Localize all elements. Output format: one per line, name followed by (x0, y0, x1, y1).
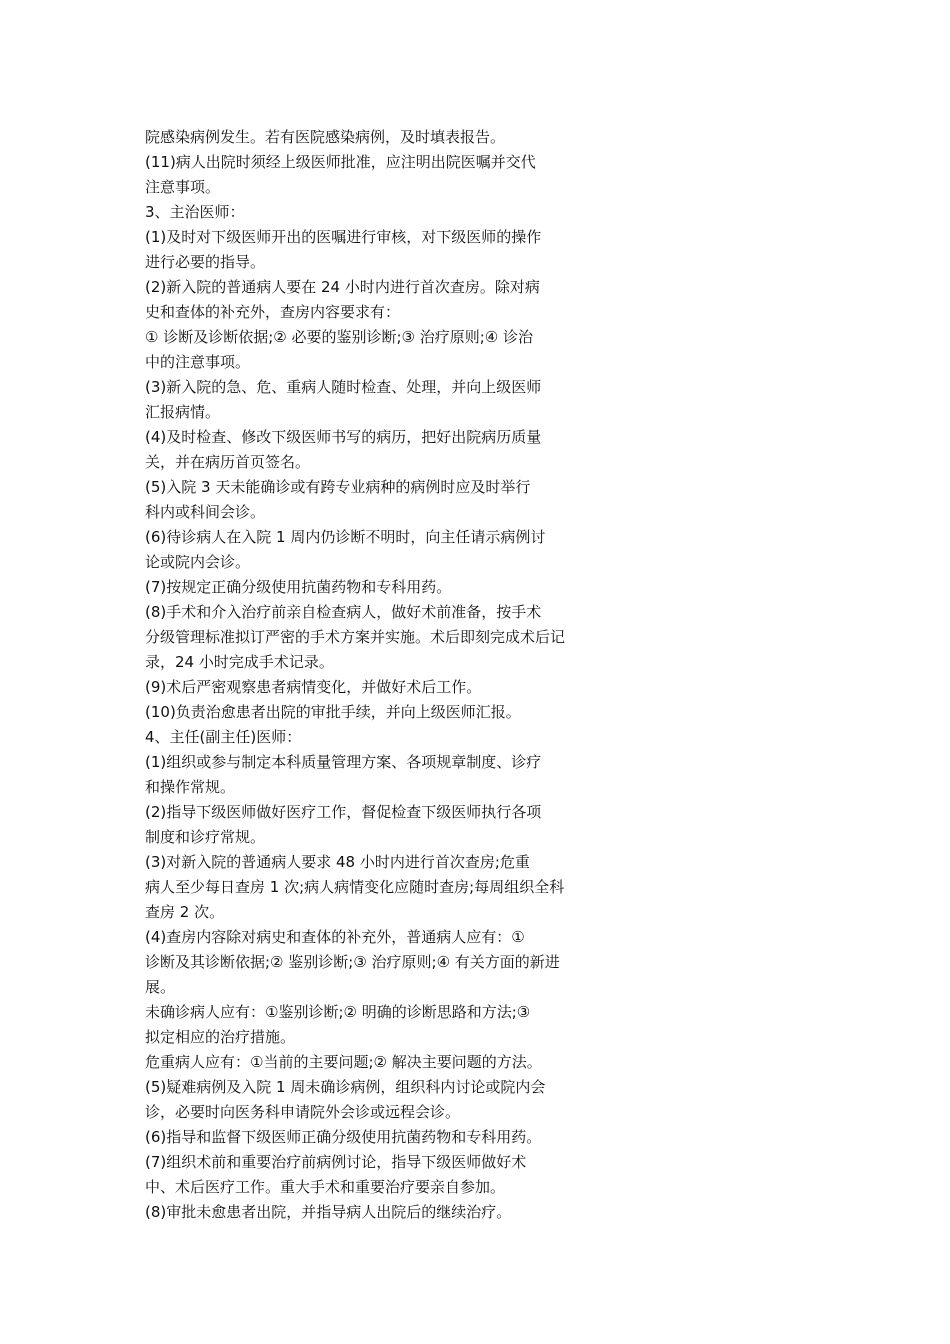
text-line: 院感染病例发生。若有医院感染病例，及时填表报告。 (145, 128, 506, 146)
text-line: 拟定相应的治疗措施。 (145, 1028, 296, 1046)
text-line: (9)术后严密观察患者病情变化，并做好术后工作。 (145, 678, 482, 696)
text-line: (5)疑难病例及入院 1 周未确诊病例，组织科内讨论或院内会 (145, 1078, 546, 1096)
text-line: 诊断及其诊断依据;② 鉴别诊断;③ 治疗原则;④ 有关方面的新进 (145, 953, 560, 971)
text-line: (8)审批未愈患者出院，并指导病人出院后的继续治疗。 (145, 1203, 512, 1221)
text-line: (8)手术和介入治疗前亲自检查病人，做好术前准备，按手术 (145, 603, 542, 621)
text-line: (2)新入院的普通病人要在 24 小时内进行首次查房。除对病 (145, 278, 540, 296)
text-line: 诊，必要时向医务科申请院外会诊或远程会诊。 (145, 1103, 461, 1121)
text-line: 汇报病情。 (145, 403, 221, 421)
text-line: 制度和诊疗常规。 (145, 828, 266, 846)
text-line: 未确诊病人应有：①鉴别诊断;② 明确的诊断思路和方法;③ (145, 1003, 531, 1021)
text-line: 录，24 小时完成手术记录。 (145, 653, 334, 671)
text-line: (7)按规定正确分级使用抗菌药物和专科用药。 (145, 578, 452, 596)
text-line: 中、术后医疗工作。重大手术和重要治疗要亲自参加。 (145, 1178, 506, 1196)
text-line: (7)组织术前和重要治疗前病例讨论，指导下级医师做好术 (145, 1153, 527, 1171)
text-line: (1)组织或参与制定本科质量管理方案、各项规章制度、诊疗 (145, 753, 542, 771)
text-line: 论或院内会诊。 (145, 553, 251, 571)
text-line: (3)对新入院的普通病人要求 48 小时内进行首次查房;危重 (145, 853, 530, 871)
text-line: 中的注意事项。 (145, 353, 251, 371)
text-line: 和操作常规。 (145, 778, 236, 796)
text-line: (3)新入院的急、危、重病人随时检查、处理，并向上级医师 (145, 378, 542, 396)
text-line: 4、主任(副主任)医师： (145, 728, 302, 746)
text-line: (6)指导和监督下级医师正确分级使用抗菌药物和专科用药。 (145, 1128, 542, 1146)
text-line: (6)待诊病人在入院 1 周内仍诊断不明时，向主任请示病例讨 (145, 528, 546, 546)
document-body (145, 125, 645, 1225)
text-line: 展。 (145, 978, 176, 996)
text-line: (1)及时对下级医师开出的医嘱进行审核，对下级医师的操作 (145, 228, 542, 246)
text-line: 史和查体的补充外，查房内容要求有： (145, 303, 401, 321)
text-line: 查房 2 次。 (145, 903, 225, 921)
text-line: 进行必要的指导。 (145, 253, 266, 271)
text-line: 3、主治医师： (145, 203, 245, 221)
text-line: 分级管理标准拟订严密的手术方案并实施。术后即刻完成术后记 (145, 628, 566, 646)
text-line: (11)病人出院时须经上级医师批准，应注明出院医嘱并交代 (145, 153, 536, 171)
text-line: 危重病人应有：①当前的主要问题;② 解决主要问题的方法。 (145, 1053, 542, 1071)
text-line: (10)负责治愈患者出院的审批手续，并向上级医师汇报。 (145, 703, 521, 721)
text-line: ① 诊断及诊断依据;② 必要的鉴别诊断;③ 治疗原则;④ 诊治 (145, 328, 534, 346)
text-line: (5)入院 3 天未能确诊或有跨专业病种的病例时应及时举行 (145, 478, 531, 496)
text-line: (4)及时检查、修改下级医师书写的病历，把好出院病历质量 (145, 428, 542, 446)
text-line: (2)指导下级医师做好医疗工作，督促检查下级医师执行各项 (145, 803, 542, 821)
text-line: 科内或科间会诊。 (145, 503, 266, 521)
text-line: 注意事项。 (145, 178, 221, 196)
text-line: 病人至少每日查房 1 次;病人病情变化应随时查房;每周组织全科 (145, 878, 565, 896)
text-line: (4)查房内容除对病史和查体的补充外，普通病人应有：① (145, 928, 525, 946)
text-line: 关，并在病历首页签名。 (145, 453, 311, 471)
